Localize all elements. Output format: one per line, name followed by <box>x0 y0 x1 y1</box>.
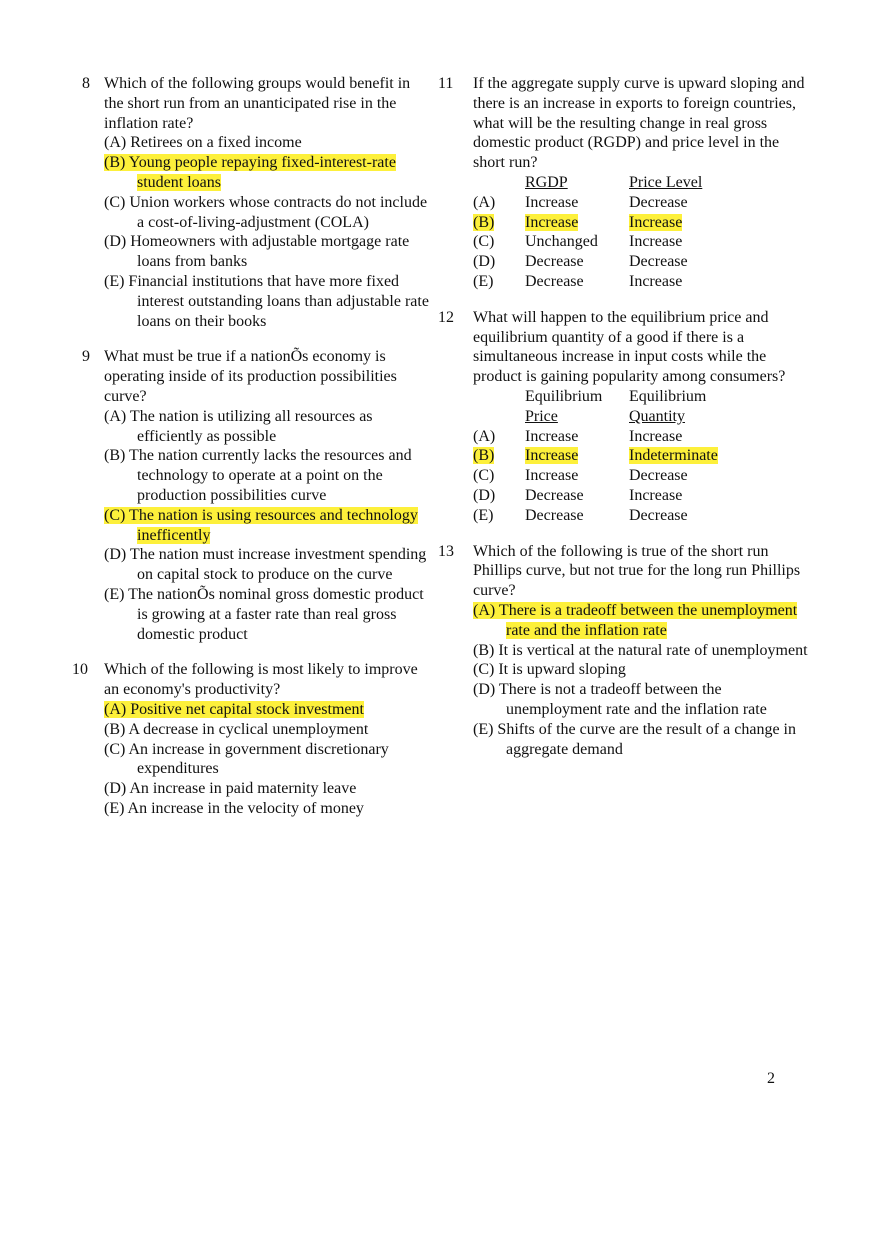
table-row: (D) Decrease Increase <box>473 486 683 504</box>
option-d: (D) The nation must increase investment spending on capital stock to produce on the curve <box>104 546 427 584</box>
answer-highlight: (C) The nation is using resources and technology inefficently <box>104 506 418 544</box>
option-c: (C) Union workers whose contracts do not include a cost-of-living-adjustment (COLA) <box>104 193 428 231</box>
answer-highlight: (A) There is a tradeoff between the unemployment rate and the inflation rate <box>473 601 798 639</box>
option-d: (D) An increase in paid maternity leave <box>104 780 357 798</box>
answer-table <box>473 387 769 526</box>
table-row-answer <box>473 446 769 466</box>
option-b: (B) The nation currently lacks the resources and technology to operate at a point on the production possibilities curve <box>104 447 412 504</box>
page-number: 2 <box>767 1070 775 1087</box>
answer-table <box>473 173 769 292</box>
table-header-row <box>473 173 769 193</box>
option-a-answer <box>473 601 810 641</box>
option-a-answer <box>104 700 432 720</box>
option-e: (E) The nationÕs nominal gross domestic product is growing at a faster rate than real gross domestic product <box>104 585 424 643</box>
table-row-answer <box>473 213 769 233</box>
column-header: Equilibrium <box>525 387 603 405</box>
question-number: 10 <box>72 661 88 679</box>
table-header-row <box>473 407 769 427</box>
question-stem: Which of the following is true of the short run Phillips curve, but not true for the long run Phillips curve? <box>473 542 801 600</box>
question-number: 9 <box>82 348 90 366</box>
answer-highlight: (B) Young people repaying fixed-interest-rate student loans <box>104 154 396 191</box>
answer-highlight: Increase <box>525 213 579 231</box>
option-b: (B) A decrease in cyclical unemployment <box>104 720 369 738</box>
answer-highlight: Increase <box>525 447 579 465</box>
question-11 <box>438 74 810 292</box>
option-b-answer <box>104 153 432 193</box>
question-10 <box>72 660 432 818</box>
question-stem: Which of the following groups would benefit in the short run from an unanticipated rise in the inflation rate? <box>104 75 411 132</box>
question-number: 13 <box>438 542 454 560</box>
question-stem: What must be true if a nationÕs economy is operating inside of its production possibilities curve? <box>104 348 397 405</box>
column-header: Quantity <box>629 407 685 425</box>
question-8 <box>72 74 432 331</box>
option-d: (D) There is not a tradeoff between the unemployment rate and the inflation rate <box>473 681 767 718</box>
column-header: Equilibrium <box>629 387 707 405</box>
option-c: (C) It is upward sloping <box>473 661 626 679</box>
question-stem: What will happen to the equilibrium price and equilibrium quantity of a good if there is a simultaneous increase in input costs while the product is gaining popularity among consumers? <box>473 308 786 386</box>
answer-highlight: (B) <box>473 447 495 465</box>
option-b: (B) It is vertical at the natural rate of unemployment <box>473 641 808 659</box>
table-row: (E) Decrease Decrease <box>473 506 688 524</box>
table-row: (C) Increase Decrease <box>473 467 688 485</box>
table-row: (A) Increase Increase <box>473 427 683 445</box>
option-a: (A) The nation is utilizing all resources as efficiently as possible <box>104 407 373 445</box>
option-c-answer <box>104 506 432 546</box>
option-e: (E) An increase in the velocity of money <box>104 799 364 817</box>
column-header: RGDP <box>525 173 568 191</box>
table-row: (D) Decrease Decrease <box>473 253 688 271</box>
question-9 <box>72 347 432 644</box>
question-number: 11 <box>438 75 454 92</box>
option-a: (A) Retirees on a fixed income <box>104 134 302 152</box>
answer-highlight: (B) <box>473 213 495 231</box>
table-header-row <box>473 387 769 407</box>
column-header: Price <box>525 407 558 425</box>
question-stem: If the aggregate supply curve is upward sloping and there is an increase in exports to foreign countries, what will be the resulting change in real gross domestic product (RGDP) and price level in the short run? <box>473 75 805 172</box>
option-e: (E) Financial institutions that have more fixed interest outstanding loans than adjustable rate loans on their books <box>104 272 429 330</box>
option-e: (E) Shifts of the curve are the result of a change in aggregate demand <box>473 720 796 758</box>
table-row: (C) Unchanged Increase <box>473 233 683 251</box>
question-number: 12 <box>438 308 454 326</box>
question-13 <box>438 542 810 760</box>
question-12 <box>438 308 810 526</box>
question-stem: Which of the following is most likely to improve an economy's productivity? <box>104 661 418 699</box>
question-number: 8 <box>82 75 90 92</box>
table-row: (A) Increase Decrease <box>473 193 688 211</box>
option-d: (D) Homeowners with adjustable mortgage rate loans from banks <box>104 233 410 271</box>
right-column <box>438 74 810 775</box>
answer-highlight: (A) Positive net capital stock investment <box>104 700 364 718</box>
left-column <box>72 74 432 835</box>
column-header: Price Level <box>629 173 703 191</box>
answer-highlight: Indeterminate <box>629 447 718 465</box>
option-c: (C) An increase in government discretionary expenditures <box>104 740 389 778</box>
table-row: (E) Decrease Increase <box>473 272 683 290</box>
answer-highlight: Increase <box>629 213 683 231</box>
